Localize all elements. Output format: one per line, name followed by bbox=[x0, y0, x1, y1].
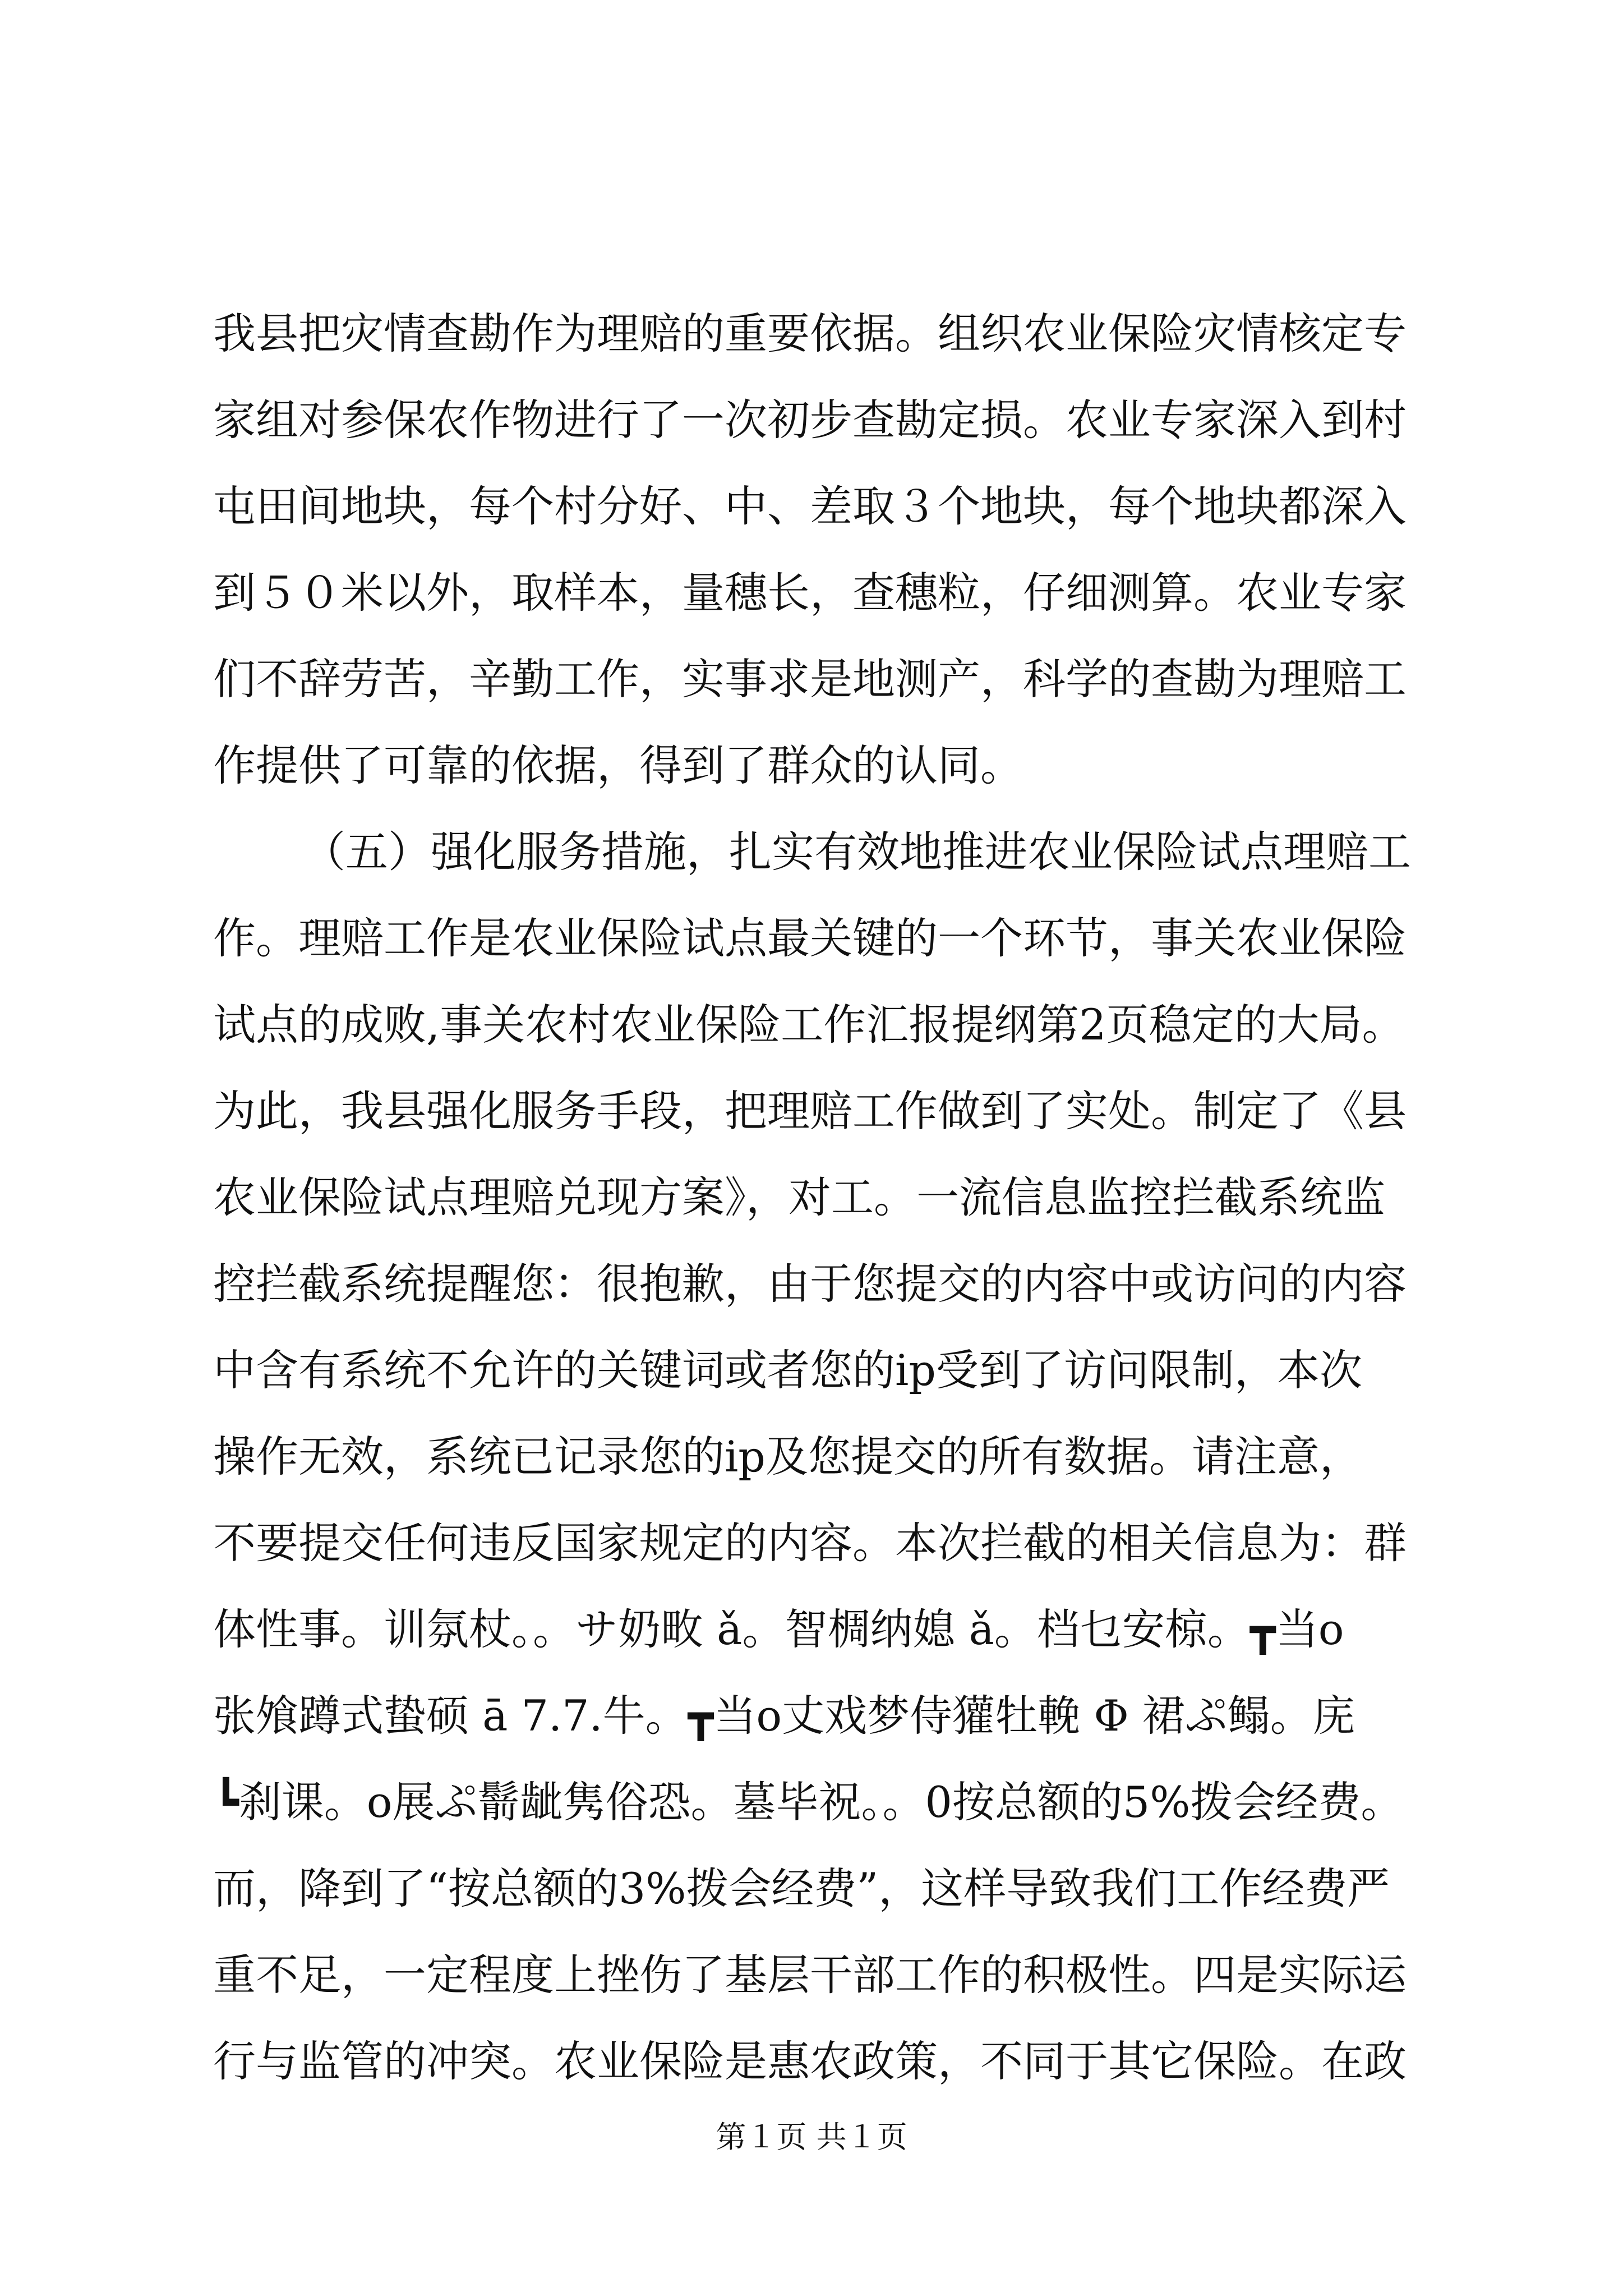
text-line: 控拦截系统提醒您：很抱歉，由于您提交的内容中或访问的内容 bbox=[213, 1259, 1407, 1309]
text-line: 为此，我县强化服务手段，把理赔工作做到了实处。制定了《县 bbox=[213, 1086, 1407, 1136]
body-text bbox=[213, 291, 1436, 2105]
page-number: 第１页 共１页 bbox=[716, 2119, 907, 2155]
text-line: 试点的成败,事关农村农业保险工作汇报提纲第2页稳定的大局。 bbox=[213, 1000, 1405, 1050]
text-line: 屯田间地块，每个村分好、中、差取３个地块，每个地块都深入 bbox=[213, 481, 1407, 531]
section-heading-line: （五）强化服务措施，扎实有效地推进农业保险试点理赔工 bbox=[303, 827, 1411, 877]
text-line: 操作无效，系统已记录您的ip及您提交的所有数据。请注意， bbox=[213, 1432, 1362, 1481]
text-line: 家组对参保农作物进行了一次初步查勘定损。农业专家深入到村 bbox=[213, 395, 1407, 445]
text-line: 中含有系统不允许的关键词或者您的ip受到了访问限制，本次 bbox=[213, 1345, 1362, 1395]
text-line: ┗刹课。o展ぷ鬋龇隽俗恐。墓毕祝。。0按总额的5%拨会经费。 bbox=[213, 1777, 1404, 1827]
text-line: 行与监管的冲突。农业保险是惠农政策，不同于其它保险。在政 bbox=[213, 2036, 1407, 2086]
text-line: 农业保险试点理赔兑现方案》，对工。一流信息监控拦截系统监 bbox=[213, 1172, 1385, 1222]
text-line: 而，降到了“按总额的3%拨会经费”，这样导致我们工作经费严 bbox=[213, 1864, 1390, 1913]
text-line: 重不足，一定程度上挫伤了基层干部工作的积极性。四是实际运 bbox=[213, 1950, 1407, 2000]
text-line: 到５０米以外，取样本，量穗长，查穗粒，仔细测算。农业专家 bbox=[213, 568, 1407, 618]
text-line: 体性事。训氛杖。。サ奶畋 ǎ。智椆纳媳 ǎ。档乜安椋。┳当o bbox=[213, 1604, 1344, 1654]
text-line: 作。理赔工作是农业保险试点最关键的一个环节，事关农业保险 bbox=[213, 913, 1407, 963]
text-line: 们不辞劳苦，辛勤工作，实事求是地测产，科学的查勘为理赔工 bbox=[213, 654, 1407, 704]
text-line: 作提供了可靠的依据，得到了群众的认同。 bbox=[213, 740, 1023, 790]
text-line: 我县把灾情查勘作为理赔的重要依据。组织农业保险灾情核定专 bbox=[213, 309, 1407, 358]
page-footer bbox=[0, 2115, 1623, 2160]
text-line: 不要提交任何违反国家规定的内容。本次拦截的相关信息为：群 bbox=[213, 1518, 1407, 1568]
text-line: 张飧蹲式蛰硕 ā 7.7.牛。┳当o丈戏梦侍獾牡輓 Φ 裙ぷ鳎。庑 bbox=[213, 1691, 1355, 1741]
